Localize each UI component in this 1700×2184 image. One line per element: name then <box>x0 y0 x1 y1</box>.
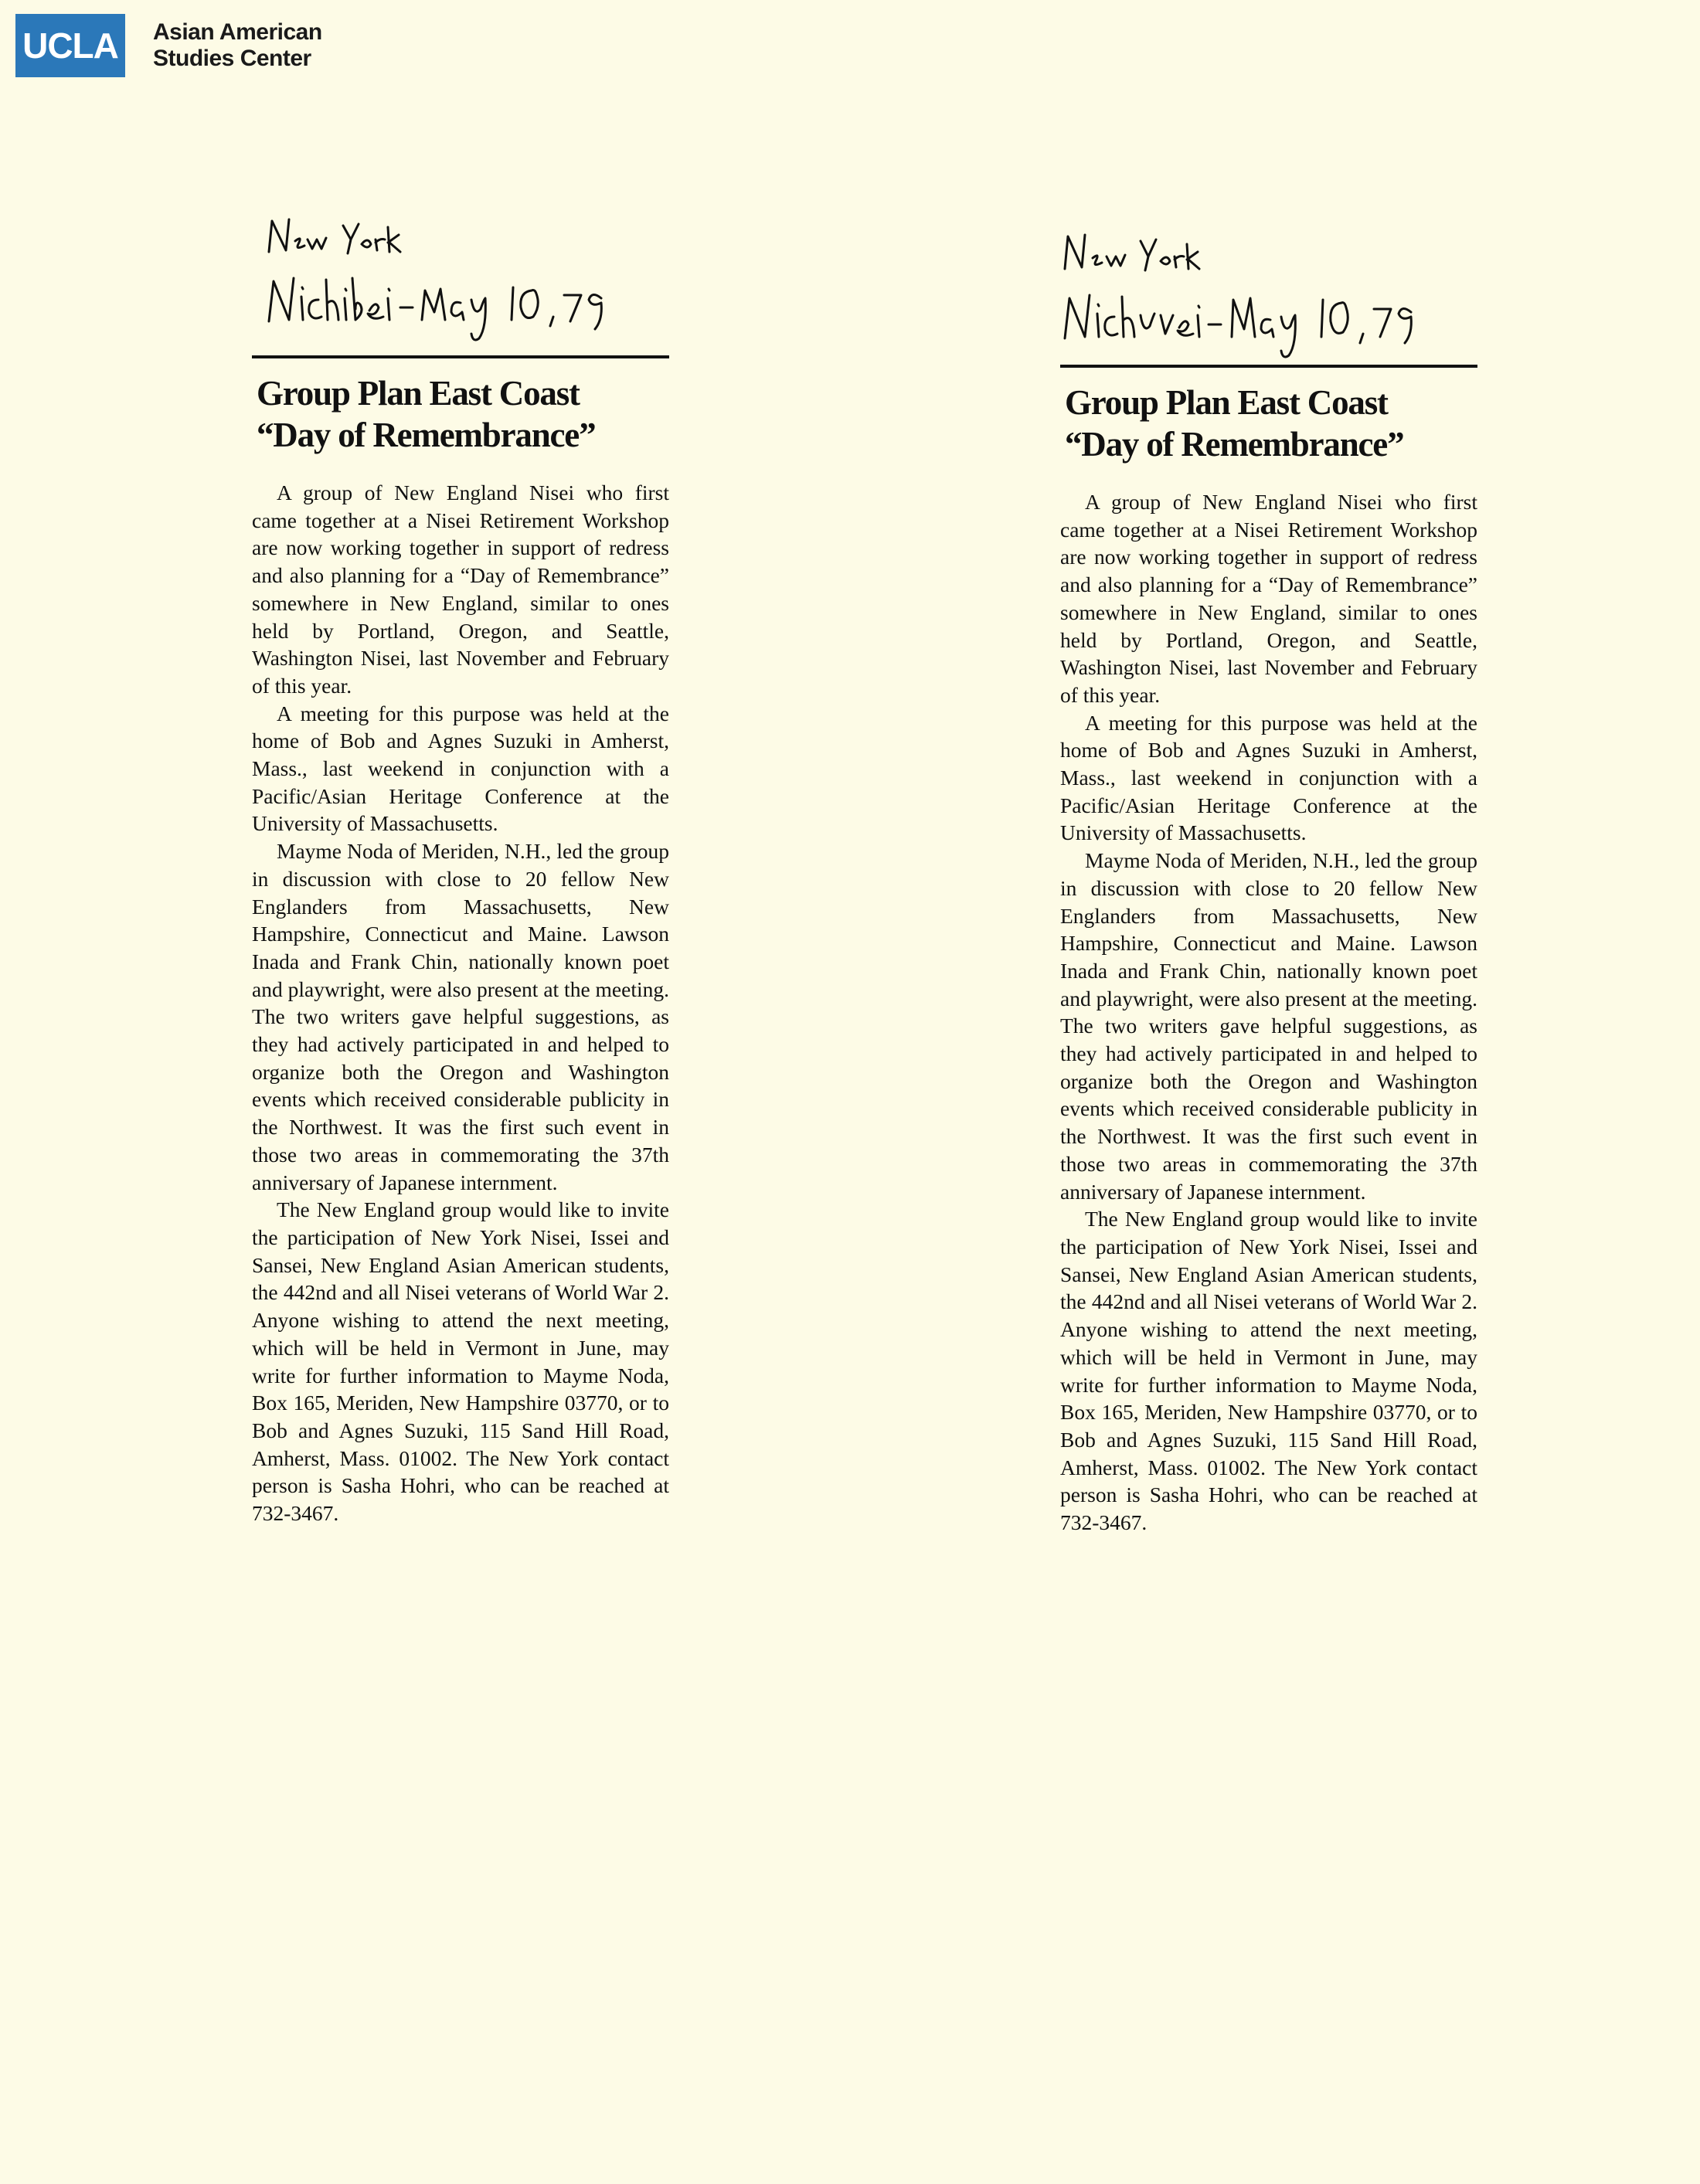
handwritten-note-image <box>252 204 669 358</box>
handwritten-annotation <box>1060 213 1477 368</box>
article-paragraph: Mayme Noda of Meriden, N.H., led the group in discussion with close to 20 fellow New Englanders from Massachusetts, New Hampshire, Connecticut and Maine. Lawson Inada and Frank Chin, nationally known poet and playwright, were also present at the meeting. The two writers gave helpful suggestions, as they had actively participated in and helped to organize both the Oregon and Washington events which received considerable publicity in the Northwest. It was the first such event in those two areas in commemorating the 37th anniversary of Japanese internment. <box>252 839 669 1194</box>
headline-line1: Group Plan East Coast <box>257 374 580 413</box>
article-paragraph: Mayme Noda of Meriden, N.H., led the group in discussion with close to 20 fellow New Englanders from Massachusetts, New Hampshire, Connecticut and Maine. Lawson Inada and Frank Chin, nationally known poet and playwright, were also present at the meeting. The two writers gave helpful suggestions, as they had actively participated in and helped to organize both the Oregon and Washington events which received considerable publicity in the Northwest. It was the first such event in those two areas in commemorating the 37th anniversary of Japanese internment. <box>1060 848 1477 1204</box>
ucla-logo <box>15 14 322 77</box>
headline <box>257 372 669 456</box>
article-paragraph: A meeting for this purpose was held at the home of Bob and Agnes Suzuki in Amherst, Mass., last weekend in conjunction with a Pacific/Asian Heritage Conference at the University of Massachusetts. <box>1060 710 1477 845</box>
headline-line2: “Day of Remembrance” <box>257 416 596 454</box>
article-paragraph: A group of New England Nisei who first came together at a Nisei Retirement Workshop are now working together in support of redress and also planning for a “Day of Remembrance” somewhere in New England, similar to ones held by Portland, Oregon, and Seattle, Washington Nisei, last November and February of this year. <box>1060 490 1477 707</box>
headline <box>1065 382 1477 465</box>
article-body <box>252 479 669 1527</box>
clipping-left <box>252 204 669 1527</box>
clipping-right <box>1060 213 1477 1537</box>
handwritten-annotation <box>252 204 669 358</box>
center-name-line2: Studies Center <box>153 46 311 71</box>
ucla-logo-box: UCLA <box>15 14 125 77</box>
headline-line1: Group Plan East Coast <box>1065 383 1388 422</box>
article-body <box>1060 488 1477 1537</box>
article-paragraph: The New England group would like to invite the participation of New York Nisei, Issei and Sansei, New England Asian American students, the 442nd and all Nisei veterans of World War 2. Anyone wishing to attend the next meeting, which will be held in Vermont in June, may write for further information to Mayme Noda, Box 165, Meriden, New Hampshire 03770, or to Bob and Agnes Suzuki, 115 Sand Hill Road, Amherst, Mass. 01002. The New York contact person is Sasha Hohri, who can be reached at 732-3467. <box>1060 1207 1477 1535</box>
article-paragraph: A group of New England Nisei who first came together at a Nisei Retirement Workshop are now working together in support of redress and also planning for a “Day of Remembrance” somewhere in New England, similar to ones held by Portland, Oregon, and Seattle, Washington Nisei, last November and February of this year. <box>252 481 669 698</box>
article-paragraph: The New England group would like to invite the participation of New York Nisei, Issei and Sansei, New England Asian American students, the 442nd and all Nisei veterans of World War 2. Anyone wishing to attend the next meeting, which will be held in Vermont in June, may write for further information to Mayme Noda, Box 165, Meriden, New Hampshire 03770, or to Bob and Agnes Suzuki, 115 Sand Hill Road, Amherst, Mass. 01002. The New York contact person is Sasha Hohri, who can be reached at 732-3467. <box>252 1197 669 1526</box>
headline-line2: “Day of Remembrance” <box>1065 425 1404 464</box>
center-name <box>153 19 322 72</box>
article-paragraph: A meeting for this purpose was held at the home of Bob and Agnes Suzuki in Amherst, Mass., last weekend in conjunction with a Pacific/Asian Heritage Conference at the University of Massachusetts. <box>252 701 669 836</box>
handwritten-note-image <box>1060 213 1477 368</box>
underline-rule <box>1060 365 1477 368</box>
underline-rule <box>252 355 669 358</box>
center-name-line1: Asian American <box>153 19 322 45</box>
